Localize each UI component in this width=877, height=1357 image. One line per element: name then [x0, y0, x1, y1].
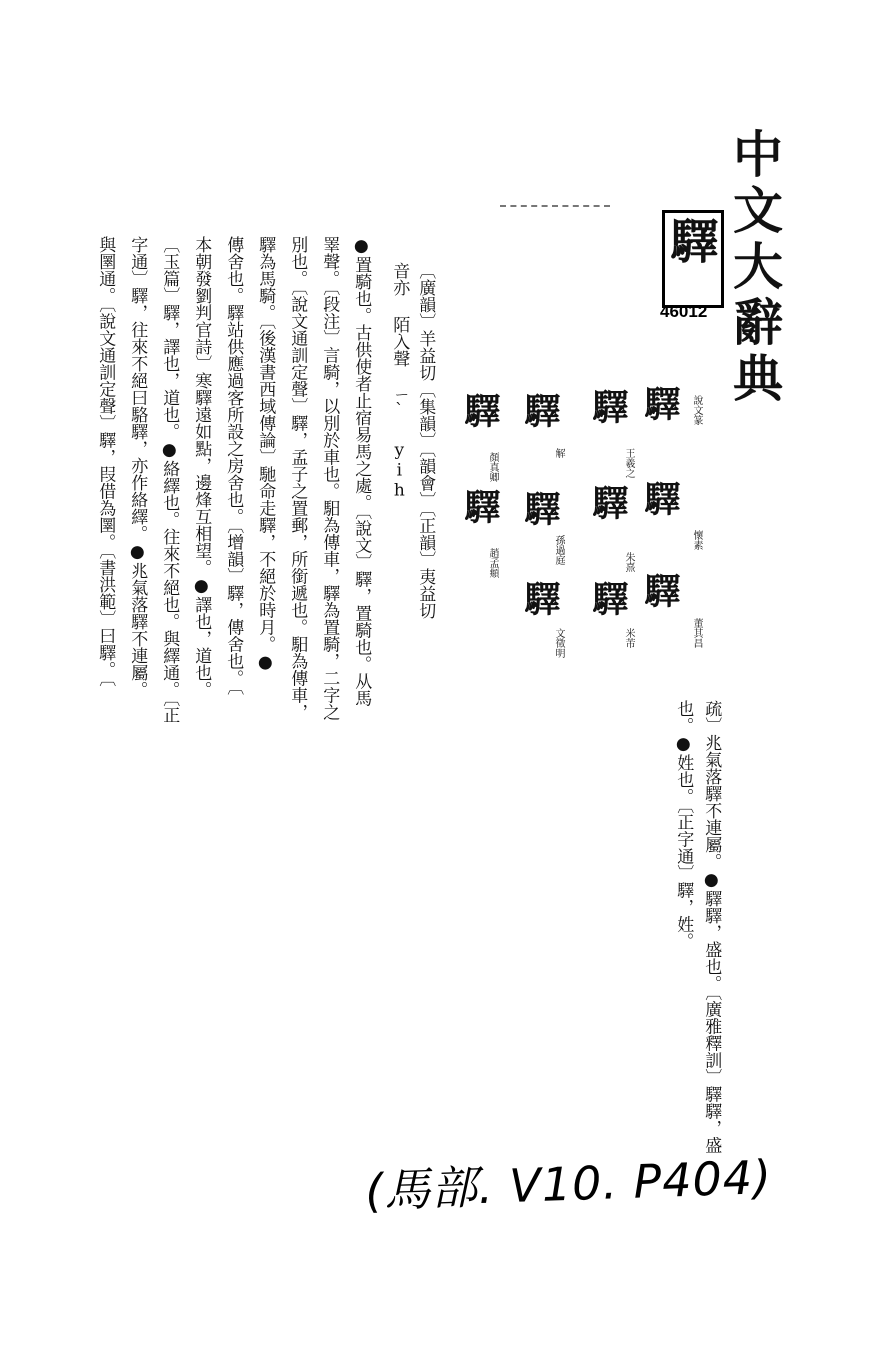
variant-glyph: 驛 [519, 580, 561, 616]
variant-label: 趙孟頫 [487, 548, 498, 578]
print-artifact-line [500, 205, 610, 209]
text-column: 傳舍也。驛站供應過客所設之房舍也。〔增韻〕驛，傳舍也。〔 [223, 236, 244, 695]
variant-glyph: 驛 [587, 388, 629, 424]
variant-label: 文徵明 [553, 628, 564, 658]
text-column: ●置騎也。古供使者止宿易馬之處。〔說文〕驛，置騎也。从馬 [351, 236, 372, 707]
text-column: 與圛通。〔說文通訓定聲〕驛，叚借為圛。〔書洪範〕曰驛。〔 [95, 236, 116, 687]
text-column: 字通〕驛，往來不絕曰駱驛，亦作絡繹。●兆氣落驛不連屬。 [127, 236, 148, 698]
text-column: 疏〕兆氣落驛不連屬。●驛驛，盛也。〔廣雅釋訓〕驛驛，盛 [701, 700, 722, 1154]
text-column: 別也。〔說文通訓定聲〕驛，孟子之置郵，所銜遞也。馹為傳車， [287, 236, 308, 721]
variant-label: 顏真卿 [487, 452, 498, 482]
entry-number: 46012 [660, 302, 708, 321]
text-column: 〔廣韻〕羊益切〔集韻〕〔韻會〕〔正韻〕夷益切 [415, 262, 436, 619]
variant-label: 董其昌 [691, 618, 702, 648]
text-column: 睪聲。〔段注〕言騎，以別於車也。馹為傳車，驛為置騎，二字之 [319, 236, 340, 721]
variant-label: 說文篆 [691, 395, 702, 425]
variant-label: 王羲之 [623, 448, 634, 478]
book-title: 中文大辭典 [725, 128, 784, 408]
variant-label: 解 [553, 448, 564, 458]
text-column: 音亦 陌入聲 ㄧˋ yih [389, 262, 410, 501]
variant-glyph: 驛 [459, 392, 501, 428]
text-column: 驛為馬騎。〔後漢書西域傳論〕馳命走驛，不絕於時月。● [255, 236, 276, 673]
headword: 驛 [662, 216, 718, 264]
variant-glyph: 驛 [519, 490, 561, 526]
text-column: 本朝發劉判官詩〕寒驛遠如點，邊烽互相望。●譯也，道也。 [191, 236, 212, 698]
variant-label: 孫過庭 [553, 535, 564, 565]
variant-label: 朱熹 [623, 552, 634, 572]
variant-label: 米芾 [623, 628, 634, 648]
variant-glyph: 驛 [639, 385, 681, 421]
variant-glyph: 驛 [587, 484, 629, 520]
variant-glyph: 驛 [639, 572, 681, 608]
handwritten-note: (馬部. V10. P404) [364, 1149, 773, 1219]
text-column: 也。●姓也。〔正字通〕驛，姓。 [673, 700, 694, 950]
variant-glyph: 驛 [639, 480, 681, 516]
text-column: 〔玉篇〕驛，譯也，道也。●絡繹也。往來不絕也。與繹通。〔正 [159, 236, 180, 724]
variant-glyph: 驛 [519, 392, 561, 428]
variant-label: 懷素 [691, 530, 702, 550]
variant-glyph: 驛 [459, 488, 501, 524]
variant-glyph: 驛 [587, 580, 629, 616]
